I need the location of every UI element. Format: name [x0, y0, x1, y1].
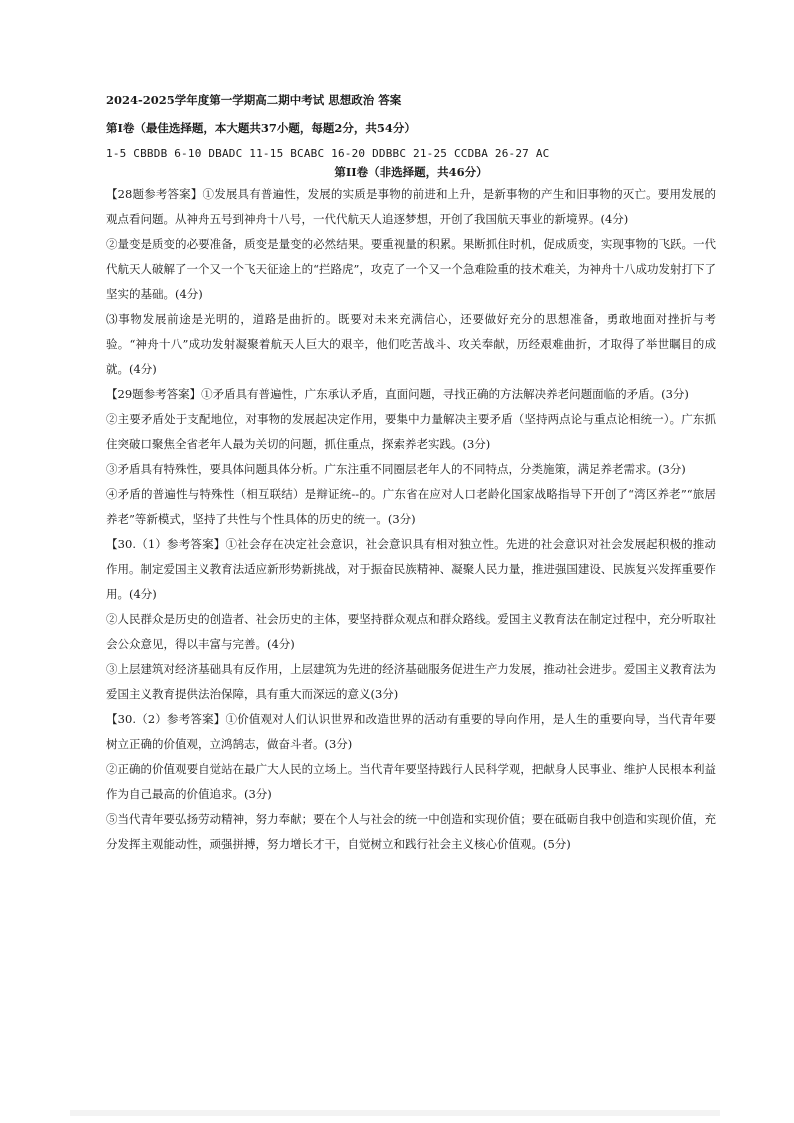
q30-1-point-3: ③上层建筑对经济基础具有反作用，上层建筑为先进的经济基础服务促进生产力发展，推动社会进步。爱国主义教育法为爱国主义教育提供法治保障，具有重大而深远的意义(3分)	[106, 662, 716, 701]
section-2-heading: 第II卷（非选择题，共46分）	[334, 165, 488, 179]
document-title: 2024-2025学年度第一学期高二期中考试 思想政治 答案	[106, 93, 402, 107]
q30-2-point-1: 【30.（2）参考答案】①价值观对人们认识世界和改造世界的活动有重要的导向作用，是人生的重要向导，当代青年要树立正确的价值观，立鸿鹄志，做奋斗者。(3分)	[106, 712, 716, 751]
q29-point-1: 【29题参考答案】①矛盾具有普遍性，广东承认矛盾，直面问题，寻找正确的方法解决养老问题面临的矛盾。(3分)	[106, 387, 689, 401]
q29-point-3: ③矛盾具有特殊性，要具体问题具体分析。广东注重不同圈层老年人的不同特点，分类施策，满足养老需求。(3分)	[106, 462, 686, 476]
q30-1-point-1: 【30.（1）参考答案】①社会存在决定社会意识，社会意识具有相对独立性。先进的社会意识对社会发展起积极的推动作用。制定爱国主义教育法适应新形势新挑战，对于振奋民族精神、凝聚人民力量，推进强国建设、民族复兴发挥重要作用。(4分)	[106, 537, 716, 601]
scan-smudge	[70, 1110, 720, 1116]
q29-point-4: ④矛盾的普遍性与特殊性（相互联结）是辩证统--的。广东省在应对人口老龄化国家战略指导下开创了“湾区养老”“旅居养老”等新模式，坚持了共性与个性具体的历史的统一。(3分)	[106, 487, 716, 526]
q30-1-point-2: ②人民群众是历史的创造者、社会历史的主体，要坚持群众观点和群众路线。爱国主义教育法在制定过程中，充分听取社会公众意见，得以丰富与完善。(4分)	[106, 612, 716, 651]
document-body	[106, 92, 716, 857]
multiple-choice-answers: 1-5 CBBDB 6-10 DBADC 11-15 BCABC 16-20 DDBBC 21-25 CCDBA 26-27 AC	[106, 147, 550, 160]
q28-point-2: ②量变是质变的必要准备，质变是量变的必然结果。要重视量的积累。果断抓住时机，促成质变，实现事物的飞跃。一代代航天人破解了一个又一个飞天征途上的“拦路虎”，攻克了一个又一个急难险重的技术难关，为神舟十八成功发射打下了坚实的基础。(4分)	[106, 237, 716, 301]
section-1-heading: 第Ⅰ卷（最佳选择题，本大题共37小题，每题2分，共54分）	[106, 121, 416, 135]
q30-2-point-2: ②正确的价值观要自觉站在最广大人民的立场上。当代青年要坚持践行人民科学观，把献身人民事业、维护人民根本利益作为自己最高的价值追求。(3分)	[106, 762, 716, 801]
q30-2-point-3: ⑤当代青年要弘扬劳动精神，努力奉献；要在个人与社会的统一中创造和实现价值；要在砥砺自我中创造和实现价值，充分发挥主观能动性，顽强拼搏，努力增长才干，自觉树立和践行社会主义核心价值观。(5分)	[106, 812, 716, 851]
q29-point-2: ②主要矛盾处于支配地位，对事物的发展起决定作用，要集中力量解决主要矛盾（坚持两点论与重点论相统一）。广东抓住突破口聚焦全省老年人最为关切的问题，抓住重点，探索养老实践。(3分)	[106, 412, 716, 451]
q28-point-1: 【28题参考答案】①发展具有普遍性，发展的实质是事物的前进和上升，是新事物的产生和旧事物的灭亡。要用发展的观点看问题。从神舟五号到神舟十八号，一代代航天人追逐梦想，开创了我国航天事业的新境界。(4分)	[106, 187, 716, 226]
q28-point-3: ⑶事物发展前途是光明的，道路是曲折的。既要对未来充满信心，还要做好充分的思想准备，勇敢地面对挫折与考验。“神舟十八”成功发射凝聚着航天人巨大的艰辛，他们吃苦战斗、攻关奉献，历经艰难曲折，才取得了举世瞩目的成就。(4分)	[106, 312, 716, 376]
